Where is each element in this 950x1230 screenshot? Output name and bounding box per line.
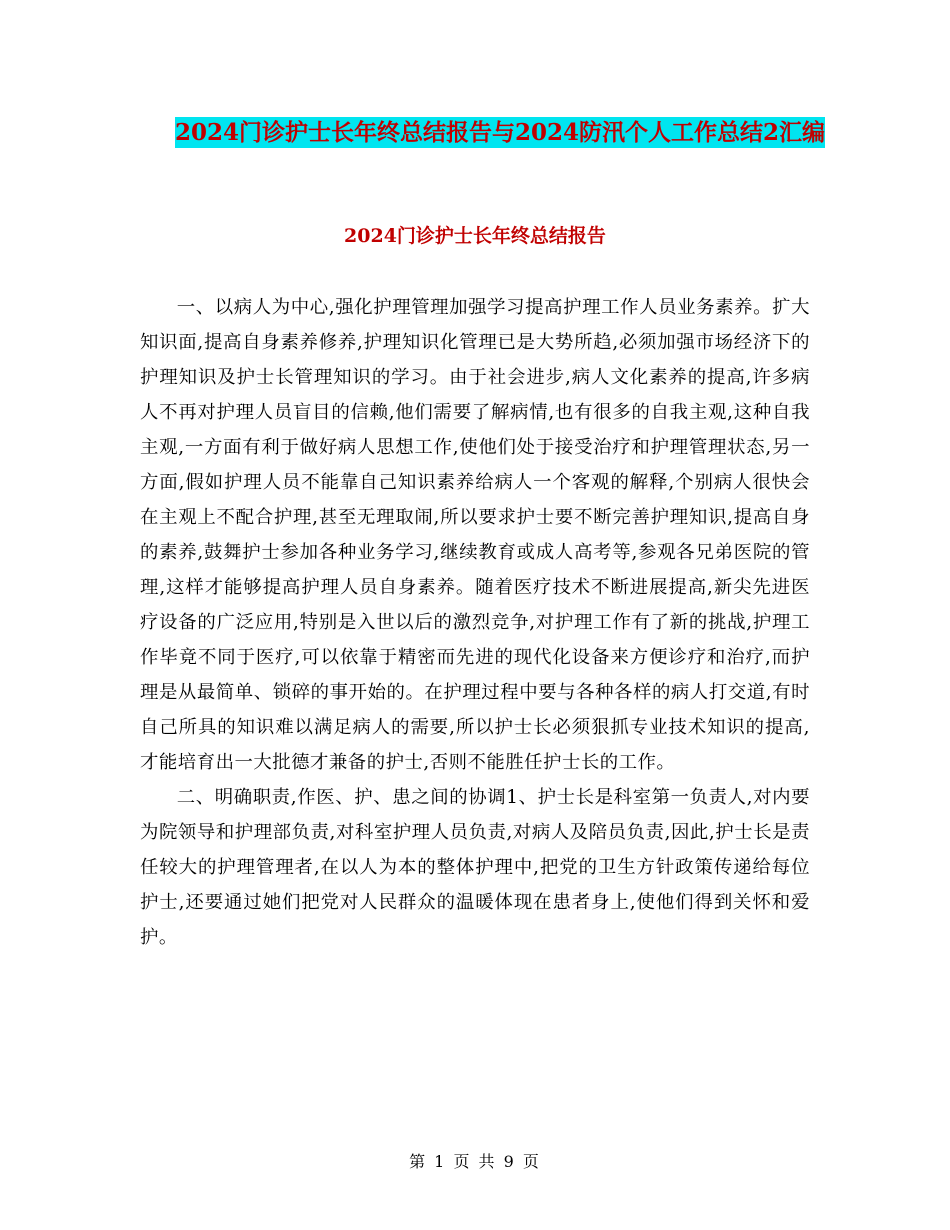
body-text [140,290,810,955]
page-footer: 第 1 页 共 9 页 [409,1152,541,1171]
paragraph-1: 一、以病人为中心,强化护理管理加强学习提高护理工作人员业务素养。扩大知识面,提高自身素养修养,护理知识化管理已是大势所趋,必须加强市场经济下的护理知识及护士长管理知识的学习。由于社会进步,病人文化素养的提高,许多病人不再对护理人员盲目的信赖,他们需要了解病情,也有很多的自我主观,这种自我主观,一方面有利于做好病人思想工作,使他们处于接受治疗和护理管理状态,另一方面,假如护理人员不能靠自己知识素养给病人一个客观的解释,个别病人很快会在主观上不配合护理,甚至无理取闹,所以要求护士要不断完善护理知识,提高自身的素养,鼓舞护士参加各种业务学习,继续教育或成人高考等,参观各兄弟医院的管理,这样才能够提高护理人员自身素养。随着医疗技术不断进展提高,新尖先进医疗设备的广泛应用,特别是入世以后的激烈竞争,对护理工作有了新的挑战,护理工作毕竟不同于医疗,可以依靠于精密而先进的现代化设备来方便诊疗和治疗,而护理是从最简单、锁碎的事开始的。在护理过程中要与各种各样的病人打交道,有时自己所具的知识难以满足病人的需要,所以护士长必须狠抓专业技术知识的提高,才能培育出一大批德才兼备的护士,否则不能胜任护士长的工作。 [140,297,810,773]
document-title [140,112,860,154]
section-title: 2024门诊护士长年终总结报告 [344,225,606,247]
paragraph-2: 二、明确职责,作医、护、患之间的协调1、护士长是科室第一负责人,对内要为院领导和护理部负责,对科室护理人员负责,对病人及陪员负责,因此,护士长是责任较大的护理管理者,在以人为本的整体护理中,把党的卫生方针政策传递给每位护士,还要通过她们把党对人民群众的温暖体现在患者身上,使他们得到关怀和爱护。 [140,787,810,948]
document-title-text: 2024门诊护士长年终总结报告与2024防汛个人工作总结2汇编 [174,119,826,146]
